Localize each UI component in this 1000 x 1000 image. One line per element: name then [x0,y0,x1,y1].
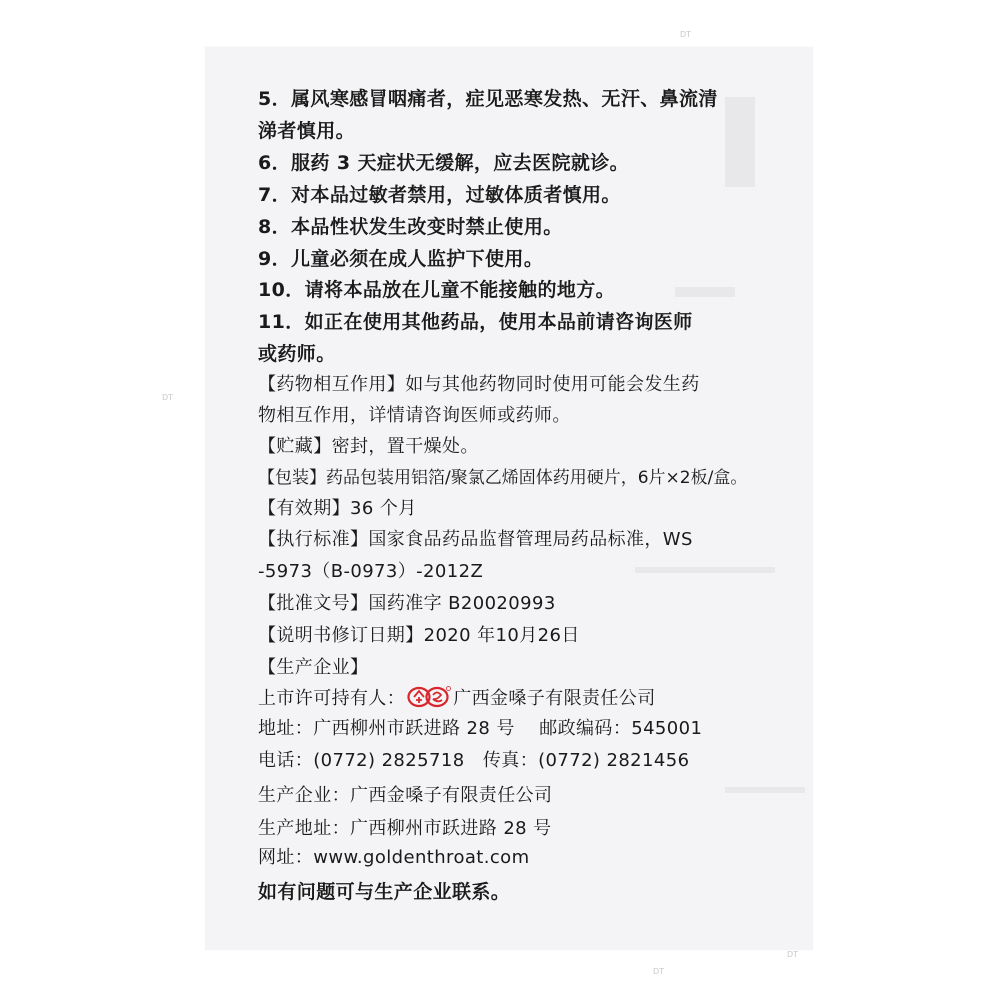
precaution-item-9: 9．儿童必须在成人监护下使用。 [258,248,544,270]
license-holder-name: 广西金嗓子有限责任公司 [453,688,656,709]
address: 地址：广西柳州市跃进路 28 号 邮政编码：545001 [258,718,703,739]
golden-throat-logo-icon [407,686,451,715]
storage: 【贮藏】密封，置干燥处。 [258,436,479,457]
license-holder [258,686,656,715]
standard: 【执行标准】国家食品药品监督管理局药品标准，WS [258,529,693,550]
manufacturer-heading: 【生产企业】 [258,657,369,678]
precaution-item-11-cont: 或药师。 [258,343,336,365]
bleed-through-mark [725,787,805,793]
revision-date: 【说明书修订日期】2020 年10月26日 [258,625,580,646]
drug-interaction-cont: 物相互作用，详情请咨询医师或药师。 [258,405,571,426]
watermark: DT [653,967,665,976]
contact-note: 如有问题可与生产企业联系。 [258,881,511,903]
shelf-life: 【有效期】36 个月 [258,498,417,519]
precaution-item-8: 8．本品性状发生改变时禁止使用。 [258,216,563,238]
precaution-item-10: 10．请将本品放在儿童不能接触的地方。 [258,279,616,301]
bleed-through-mark [675,287,735,297]
standard-cont: -5973（B-0973）-2012Z [258,561,484,582]
drug-interaction: 【药物相互作用】如与其他药物同时使用可能会发生药 [258,374,700,395]
precaution-item-5: 5．属风寒感冒咽痛者，症见恶寒发热、无汗、鼻流清 [258,88,718,110]
precaution-item-6: 6．服药 3 天症状无缓解，应去医院就诊。 [258,152,630,174]
production-address: 生产地址：广西柳州市跃进路 28 号 [258,818,552,839]
precaution-item-5-cont: 涕者慎用。 [258,120,356,142]
manufacturer: 生产企业：广西金嗓子有限责任公司 [258,785,553,806]
packaging: 【包装】药品包装用铝箔/聚氯乙烯固体药用硬片，6片×2板/盒。 [258,468,748,488]
precaution-item-11: 11．如正在使用其他药品，使用本品前请咨询医师 [258,311,693,333]
watermark: DT [162,393,174,402]
watermark: DT [787,950,799,959]
precaution-item-7: 7．对本品过敏者禁用，过敏体质者慎用。 [258,184,621,206]
phone-fax: 电话：(0772) 2825718 传真：(0772) 2821456 [258,750,690,771]
approval-number: 【批准文号】国药准字 B20020993 [258,593,556,614]
license-holder-label: 上市许可持有人： [258,688,406,709]
watermark: DT [680,30,692,39]
website: 网址：www.goldenthroat.com [258,847,530,868]
bleed-through-mark [725,97,755,187]
bleed-through-mark [635,567,775,573]
